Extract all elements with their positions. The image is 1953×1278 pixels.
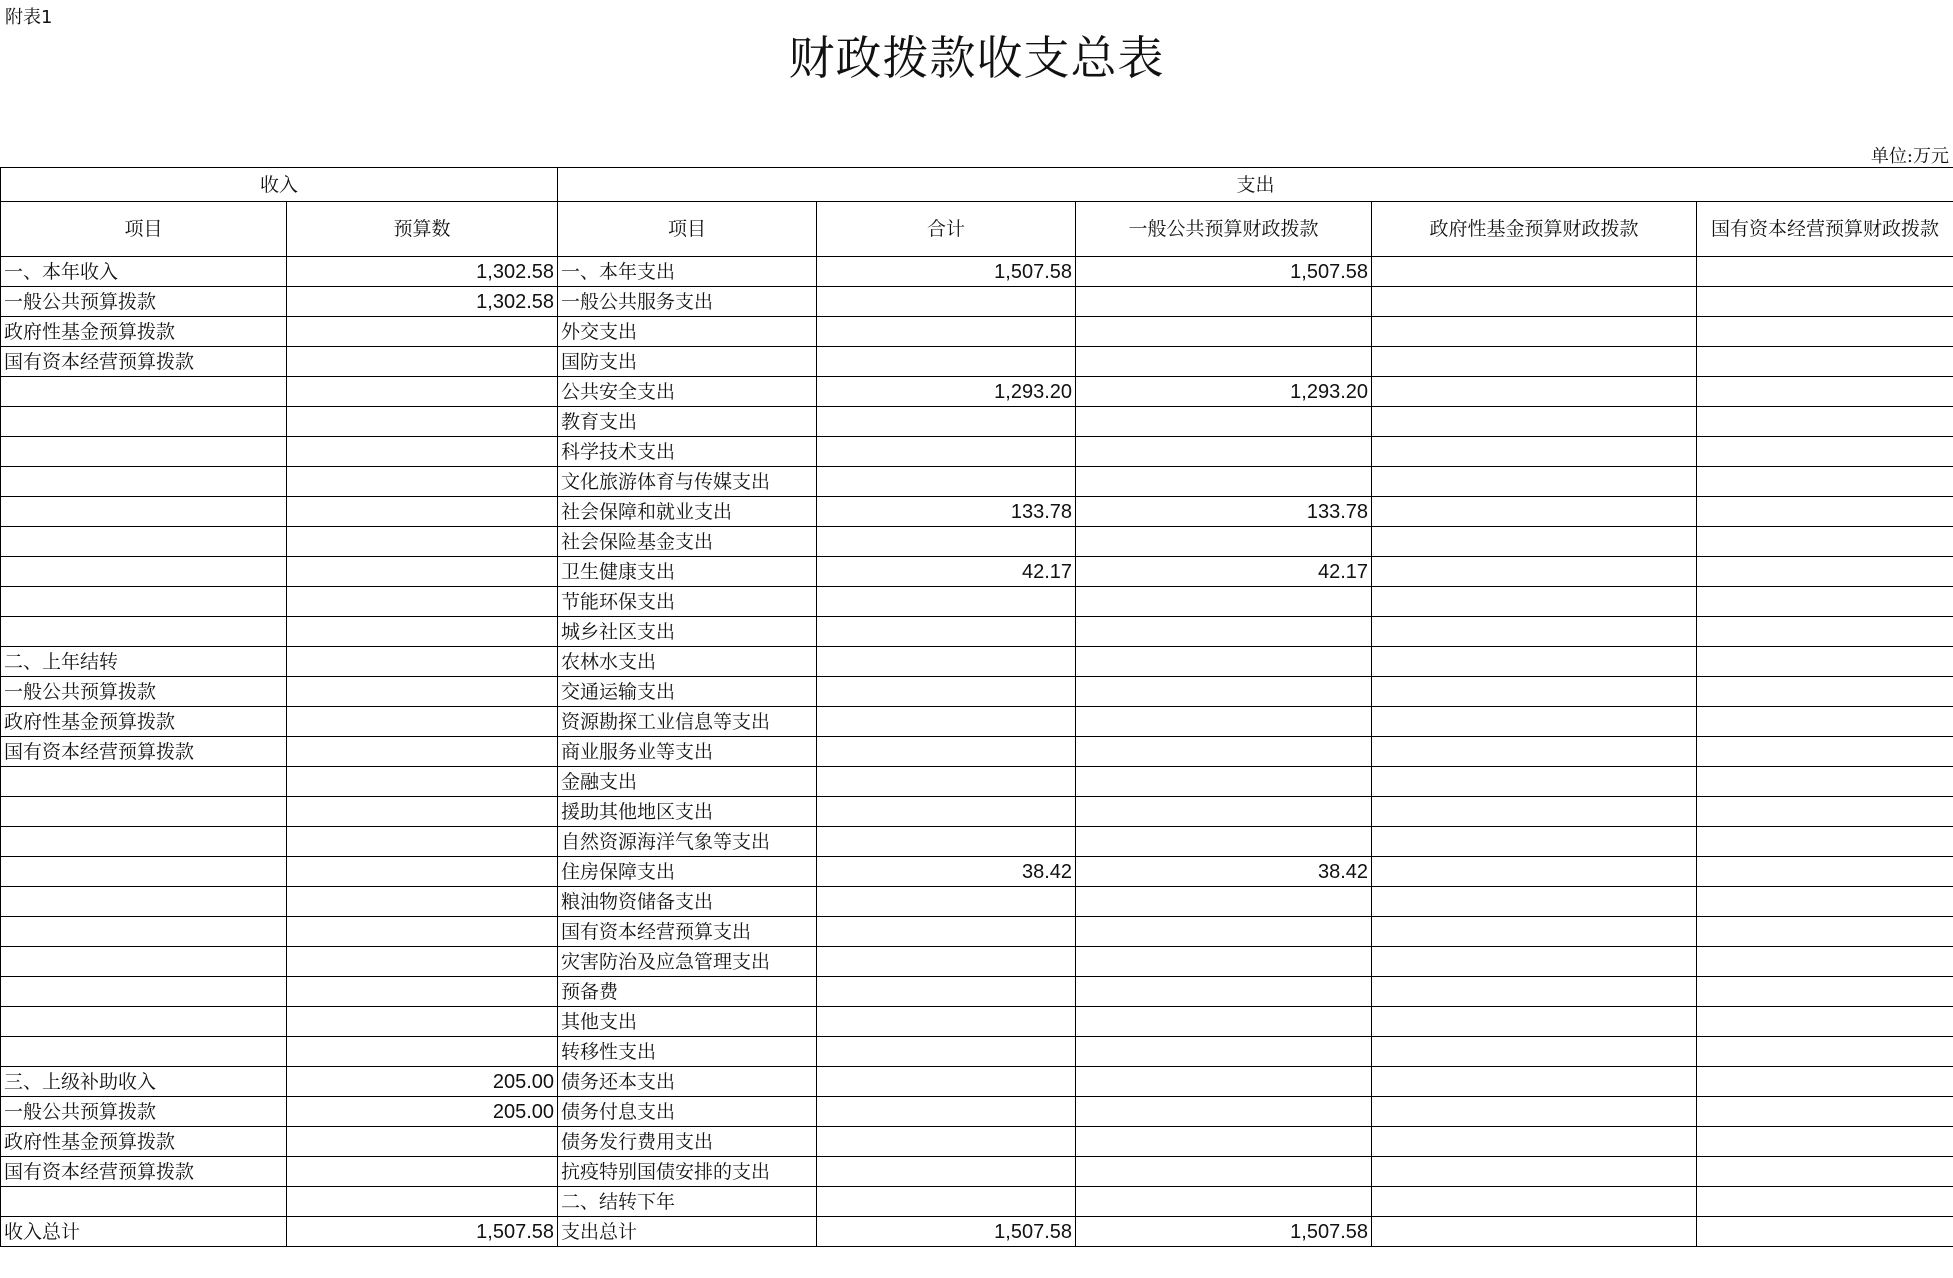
expense-total-value: 1,507.58 xyxy=(817,1217,1076,1247)
income-item-cell: 国有资本经营预算拨款 xyxy=(1,1157,287,1187)
table-row xyxy=(1,557,1953,587)
income-item-cell xyxy=(1,377,287,407)
expense-item-cell: 外交支出 xyxy=(558,317,817,347)
expense-item-header: 项目 xyxy=(558,202,817,257)
gov-fund-cell xyxy=(1372,1037,1697,1067)
general-public-cell xyxy=(1076,887,1372,917)
table-row xyxy=(1,947,1953,977)
income-budget-cell: 1,302.58 xyxy=(287,257,558,287)
income-budget-cell xyxy=(287,347,558,377)
expense-item-cell: 社会保险基金支出 xyxy=(558,527,817,557)
income-budget-header: 预算数 xyxy=(287,202,558,257)
income-item-cell xyxy=(1,1037,287,1067)
total-cell xyxy=(817,587,1076,617)
general-public-cell xyxy=(1076,767,1372,797)
income-item-cell xyxy=(1,947,287,977)
general-public-cell xyxy=(1076,287,1372,317)
state-capital-cell xyxy=(1697,887,1953,917)
income-budget-cell xyxy=(287,557,558,587)
gov-fund-cell xyxy=(1372,1007,1697,1037)
state-capital-cell xyxy=(1697,737,1953,767)
state-capital-cell xyxy=(1697,1187,1953,1217)
total-header: 合计 xyxy=(817,202,1076,257)
income-budget-cell: 205.00 xyxy=(287,1097,558,1127)
state-capital-cell xyxy=(1697,827,1953,857)
gov-fund-cell xyxy=(1372,287,1697,317)
total-cell xyxy=(817,797,1076,827)
total-cell xyxy=(817,1037,1076,1067)
gov-fund-cell xyxy=(1372,737,1697,767)
income-item-cell: 三、上级补助收入 xyxy=(1,1067,287,1097)
gov-fund-cell xyxy=(1372,947,1697,977)
general-public-cell xyxy=(1076,1097,1372,1127)
income-budget-cell xyxy=(287,377,558,407)
expense-item-cell: 自然资源海洋气象等支出 xyxy=(558,827,817,857)
income-budget-cell: 205.00 xyxy=(287,1067,558,1097)
total-cell xyxy=(817,1127,1076,1157)
table-row xyxy=(1,1037,1953,1067)
total-cell xyxy=(817,527,1076,557)
income-budget-cell xyxy=(287,1157,558,1187)
income-item-cell xyxy=(1,977,287,1007)
gov-fund-cell xyxy=(1372,887,1697,917)
total-cell xyxy=(817,917,1076,947)
state-capital-cell xyxy=(1697,797,1953,827)
expense-item-cell: 农林水支出 xyxy=(558,647,817,677)
gov-fund-cell xyxy=(1372,587,1697,617)
income-budget-cell xyxy=(287,587,558,617)
income-item-cell: 一般公共预算拨款 xyxy=(1,677,287,707)
table-row xyxy=(1,707,1953,737)
state-capital-header: 国有资本经营预算财政拨款 xyxy=(1697,202,1953,257)
table-row xyxy=(1,617,1953,647)
total-cell xyxy=(817,317,1076,347)
total-cell xyxy=(817,467,1076,497)
total-cell xyxy=(817,1187,1076,1217)
income-budget-cell xyxy=(287,467,558,497)
expense-total-label: 支出总计 xyxy=(558,1217,817,1247)
income-budget-cell xyxy=(287,647,558,677)
table-row xyxy=(1,797,1953,827)
total-cell xyxy=(817,707,1076,737)
gov-fund-cell xyxy=(1372,1157,1697,1187)
income-item-cell: 一般公共预算拨款 xyxy=(1,1097,287,1127)
total-cell xyxy=(817,1157,1076,1187)
income-section-header: 收入 xyxy=(1,168,558,202)
table-row xyxy=(1,1157,1953,1187)
gov-fund-cell xyxy=(1372,797,1697,827)
gov-fund-cell xyxy=(1372,617,1697,647)
state-capital-cell xyxy=(1697,527,1953,557)
expense-item-cell: 援助其他地区支出 xyxy=(558,797,817,827)
total-cell: 42.17 xyxy=(817,557,1076,587)
general-public-cell xyxy=(1076,947,1372,977)
gov-fund-cell xyxy=(1372,827,1697,857)
total-cell: 1,293.20 xyxy=(817,377,1076,407)
state-capital-cell xyxy=(1697,407,1953,437)
general-public-header: 一般公共预算财政拨款 xyxy=(1076,202,1372,257)
gov-fund-cell xyxy=(1372,377,1697,407)
general-public-cell: 38.42 xyxy=(1076,857,1372,887)
income-budget-cell xyxy=(287,797,558,827)
expense-item-cell: 金融支出 xyxy=(558,767,817,797)
income-item-cell xyxy=(1,467,287,497)
table-row xyxy=(1,527,1953,557)
state-capital-cell xyxy=(1697,947,1953,977)
table-row xyxy=(1,497,1953,527)
income-budget-cell xyxy=(287,767,558,797)
table-row xyxy=(1,257,1953,287)
income-item-cell: 二、上年结转 xyxy=(1,647,287,677)
income-item-cell: 国有资本经营预算拨款 xyxy=(1,347,287,377)
general-public-cell xyxy=(1076,317,1372,347)
state-capital-cell xyxy=(1697,707,1953,737)
income-item-cell: 一般公共预算拨款 xyxy=(1,287,287,317)
gov-fund-cell xyxy=(1372,257,1697,287)
income-item-cell xyxy=(1,437,287,467)
expense-item-cell: 债务发行费用支出 xyxy=(558,1127,817,1157)
table-row xyxy=(1,437,1953,467)
state-capital-cell xyxy=(1697,767,1953,797)
state-capital-cell xyxy=(1697,467,1953,497)
general-public-cell xyxy=(1076,437,1372,467)
expense-item-cell: 国有资本经营预算支出 xyxy=(558,917,817,947)
general-public-cell xyxy=(1076,1037,1372,1067)
income-item-cell xyxy=(1,1007,287,1037)
expense-item-cell: 住房保障支出 xyxy=(558,857,817,887)
income-item-cell xyxy=(1,917,287,947)
general-public-cell: 1,507.58 xyxy=(1076,257,1372,287)
income-item-cell xyxy=(1,617,287,647)
table-row xyxy=(1,647,1953,677)
state-capital-cell xyxy=(1697,917,1953,947)
income-item-cell xyxy=(1,557,287,587)
total-cell xyxy=(817,347,1076,377)
gov-fund-cell xyxy=(1372,677,1697,707)
general-public-cell xyxy=(1076,797,1372,827)
gov-fund-cell xyxy=(1372,707,1697,737)
gov-fund-cell xyxy=(1372,527,1697,557)
section-header-row xyxy=(1,168,1953,202)
expense-item-cell: 科学技术支出 xyxy=(558,437,817,467)
state-capital-cell xyxy=(1697,377,1953,407)
general-public-cell xyxy=(1076,467,1372,497)
page-title: 财政拨款收支总表 xyxy=(788,31,1165,85)
gov-fund-cell xyxy=(1372,767,1697,797)
budget-table xyxy=(0,167,1953,1247)
expense-item-cell: 债务付息支出 xyxy=(558,1097,817,1127)
general-public-cell xyxy=(1076,647,1372,677)
state-capital-cell xyxy=(1697,977,1953,1007)
general-public-cell xyxy=(1076,1157,1372,1187)
gov-fund-cell xyxy=(1372,557,1697,587)
gov-fund-total-value xyxy=(1372,1217,1697,1247)
total-cell xyxy=(817,287,1076,317)
income-budget-cell xyxy=(287,737,558,767)
income-item-cell xyxy=(1,1187,287,1217)
table-row xyxy=(1,1127,1953,1157)
income-item-cell xyxy=(1,497,287,527)
expense-item-cell: 公共安全支出 xyxy=(558,377,817,407)
general-public-cell xyxy=(1076,347,1372,377)
general-public-total-value: 1,507.58 xyxy=(1076,1217,1372,1247)
total-cell: 1,507.58 xyxy=(817,257,1076,287)
total-cell xyxy=(817,827,1076,857)
expense-item-cell: 一般公共服务支出 xyxy=(558,287,817,317)
income-budget-cell xyxy=(287,1037,558,1067)
gov-fund-cell xyxy=(1372,977,1697,1007)
income-item-cell: 一、本年收入 xyxy=(1,257,287,287)
state-capital-cell xyxy=(1697,1127,1953,1157)
general-public-cell xyxy=(1076,1127,1372,1157)
total-cell: 133.78 xyxy=(817,497,1076,527)
table-row xyxy=(1,737,1953,767)
income-item-cell xyxy=(1,587,287,617)
table-row xyxy=(1,887,1953,917)
income-item-cell xyxy=(1,887,287,917)
state-capital-cell xyxy=(1697,1037,1953,1067)
total-cell xyxy=(817,947,1076,977)
state-capital-cell xyxy=(1697,1157,1953,1187)
income-budget-cell xyxy=(287,317,558,347)
state-capital-cell xyxy=(1697,1067,1953,1097)
table-row xyxy=(1,377,1953,407)
expense-item-cell: 社会保障和就业支出 xyxy=(558,497,817,527)
state-capital-cell xyxy=(1697,587,1953,617)
state-capital-cell xyxy=(1697,1007,1953,1037)
gov-fund-cell xyxy=(1372,647,1697,677)
general-public-cell xyxy=(1076,1007,1372,1037)
total-cell xyxy=(817,887,1076,917)
state-capital-cell xyxy=(1697,257,1953,287)
table-row xyxy=(1,827,1953,857)
income-item-cell: 政府性基金预算拨款 xyxy=(1,707,287,737)
income-budget-cell xyxy=(287,497,558,527)
table-row xyxy=(1,917,1953,947)
gov-fund-cell xyxy=(1372,1187,1697,1217)
income-budget-cell xyxy=(287,977,558,1007)
income-budget-cell xyxy=(287,1007,558,1037)
table-row xyxy=(1,1007,1953,1037)
income-budget-cell xyxy=(287,857,558,887)
total-cell xyxy=(817,407,1076,437)
total-cell xyxy=(817,437,1076,467)
total-cell xyxy=(817,1007,1076,1037)
income-budget-cell: 1,302.58 xyxy=(287,287,558,317)
table-row xyxy=(1,287,1953,317)
income-item-cell: 国有资本经营预算拨款 xyxy=(1,737,287,767)
income-budget-cell xyxy=(287,407,558,437)
general-public-cell xyxy=(1076,527,1372,557)
general-public-cell xyxy=(1076,587,1372,617)
income-item-cell xyxy=(1,827,287,857)
income-budget-cell xyxy=(287,617,558,647)
income-budget-cell xyxy=(287,707,558,737)
expense-item-cell: 预备费 xyxy=(558,977,817,1007)
expense-item-cell: 节能环保支出 xyxy=(558,587,817,617)
general-public-cell xyxy=(1076,737,1372,767)
general-public-cell xyxy=(1076,917,1372,947)
gov-fund-cell xyxy=(1372,857,1697,887)
income-item-header: 项目 xyxy=(1,202,287,257)
general-public-cell xyxy=(1076,707,1372,737)
income-budget-cell xyxy=(287,827,558,857)
table-row xyxy=(1,587,1953,617)
gov-fund-cell xyxy=(1372,437,1697,467)
income-budget-cell xyxy=(287,947,558,977)
expense-item-cell: 卫生健康支出 xyxy=(558,557,817,587)
unit-label: 单位:万元 xyxy=(1870,146,1949,167)
total-cell xyxy=(817,767,1076,797)
state-capital-cell xyxy=(1697,497,1953,527)
gov-fund-cell xyxy=(1372,1067,1697,1097)
expense-item-cell: 教育支出 xyxy=(558,407,817,437)
general-public-cell: 133.78 xyxy=(1076,497,1372,527)
income-total-value: 1,507.58 xyxy=(287,1217,558,1247)
gov-fund-cell xyxy=(1372,347,1697,377)
general-public-cell xyxy=(1076,1067,1372,1097)
income-budget-cell xyxy=(287,437,558,467)
income-item-cell: 政府性基金预算拨款 xyxy=(1,317,287,347)
state-capital-cell xyxy=(1697,557,1953,587)
total-cell xyxy=(817,977,1076,1007)
state-capital-cell xyxy=(1697,647,1953,677)
income-budget-cell xyxy=(287,1187,558,1217)
state-capital-cell xyxy=(1697,677,1953,707)
gov-fund-cell xyxy=(1372,467,1697,497)
state-capital-cell xyxy=(1697,347,1953,377)
income-item-cell xyxy=(1,527,287,557)
total-cell xyxy=(817,1067,1076,1097)
expense-item-cell: 其他支出 xyxy=(558,1007,817,1037)
table-row xyxy=(1,677,1953,707)
income-item-cell xyxy=(1,797,287,827)
general-public-cell xyxy=(1076,827,1372,857)
expense-item-cell: 二、结转下年 xyxy=(558,1187,817,1217)
general-public-cell xyxy=(1076,617,1372,647)
total-cell xyxy=(817,677,1076,707)
table-row xyxy=(1,407,1953,437)
expense-item-cell: 交通运输支出 xyxy=(558,677,817,707)
table-row xyxy=(1,1067,1953,1097)
gov-fund-cell xyxy=(1372,917,1697,947)
total-cell: 38.42 xyxy=(817,857,1076,887)
gov-fund-cell xyxy=(1372,497,1697,527)
state-capital-cell xyxy=(1697,437,1953,467)
income-total-label: 收入总计 xyxy=(1,1217,287,1247)
state-capital-total-value xyxy=(1697,1217,1953,1247)
total-cell xyxy=(817,617,1076,647)
gov-fund-cell xyxy=(1372,317,1697,347)
table-row xyxy=(1,317,1953,347)
total-cell xyxy=(817,737,1076,767)
total-cell xyxy=(817,1097,1076,1127)
state-capital-cell xyxy=(1697,287,1953,317)
expense-section-header: 支出 xyxy=(558,168,1953,202)
table-row xyxy=(1,977,1953,1007)
expense-item-cell: 国防支出 xyxy=(558,347,817,377)
expense-item-cell: 债务还本支出 xyxy=(558,1067,817,1097)
expense-item-cell: 文化旅游体育与传媒支出 xyxy=(558,467,817,497)
state-capital-cell xyxy=(1697,1097,1953,1127)
gov-fund-header: 政府性基金预算财政拨款 xyxy=(1372,202,1697,257)
state-capital-cell xyxy=(1697,317,1953,347)
table-row xyxy=(1,767,1953,797)
expense-item-cell: 一、本年支出 xyxy=(558,257,817,287)
expense-item-cell: 资源勘探工业信息等支出 xyxy=(558,707,817,737)
totals-row xyxy=(1,1217,1953,1247)
expense-item-cell: 抗疫特别国债安排的支出 xyxy=(558,1157,817,1187)
table-row xyxy=(1,1187,1953,1217)
table-row xyxy=(1,1097,1953,1127)
table-body xyxy=(1,168,1953,1247)
total-cell xyxy=(817,647,1076,677)
general-public-cell: 1,293.20 xyxy=(1076,377,1372,407)
gov-fund-cell xyxy=(1372,1097,1697,1127)
column-header-row xyxy=(1,202,1953,257)
income-item-cell xyxy=(1,767,287,797)
income-item-cell: 政府性基金预算拨款 xyxy=(1,1127,287,1157)
table-row xyxy=(1,347,1953,377)
expense-item-cell: 灾害防治及应急管理支出 xyxy=(558,947,817,977)
general-public-cell: 42.17 xyxy=(1076,557,1372,587)
state-capital-cell xyxy=(1697,857,1953,887)
income-budget-cell xyxy=(287,887,558,917)
income-item-cell xyxy=(1,857,287,887)
income-budget-cell xyxy=(287,917,558,947)
attachment-label: 附表1 xyxy=(5,7,53,28)
income-budget-cell xyxy=(287,1127,558,1157)
expense-item-cell: 转移性支出 xyxy=(558,1037,817,1067)
table-row xyxy=(1,857,1953,887)
general-public-cell xyxy=(1076,977,1372,1007)
income-item-cell xyxy=(1,407,287,437)
state-capital-cell xyxy=(1697,617,1953,647)
expense-item-cell: 粮油物资储备支出 xyxy=(558,887,817,917)
table-row xyxy=(1,467,1953,497)
gov-fund-cell xyxy=(1372,1127,1697,1157)
expense-item-cell: 城乡社区支出 xyxy=(558,617,817,647)
general-public-cell xyxy=(1076,407,1372,437)
income-budget-cell xyxy=(287,677,558,707)
expense-item-cell: 商业服务业等支出 xyxy=(558,737,817,767)
income-budget-cell xyxy=(287,527,558,557)
general-public-cell xyxy=(1076,677,1372,707)
general-public-cell xyxy=(1076,1187,1372,1217)
gov-fund-cell xyxy=(1372,407,1697,437)
